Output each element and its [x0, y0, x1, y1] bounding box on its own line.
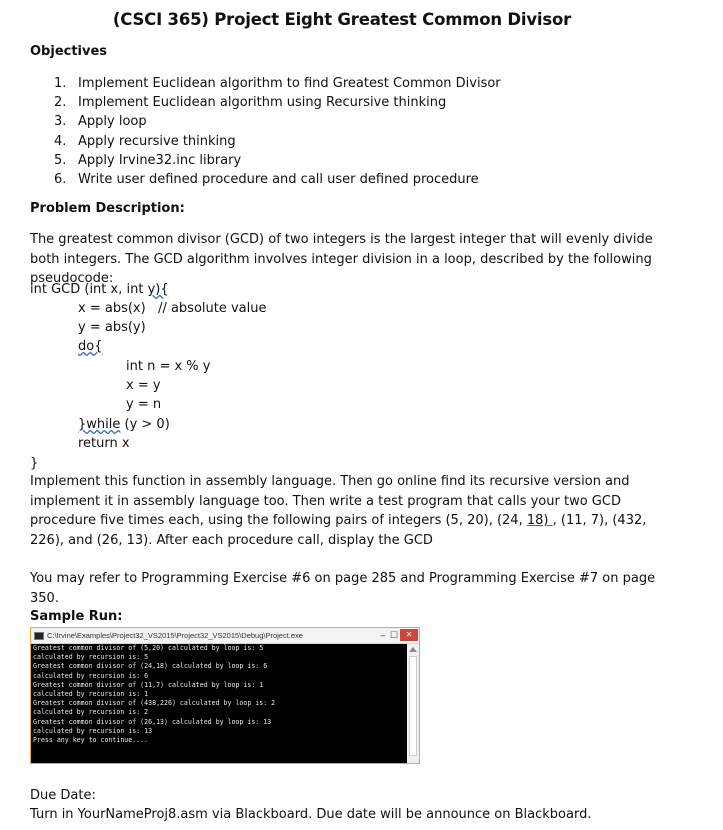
console-scrollbar[interactable]	[407, 644, 419, 763]
console-window	[30, 627, 420, 764]
console-line: Press any key to continue....	[33, 736, 149, 745]
code-line: int n = x % y	[126, 359, 211, 374]
code-line: return x	[78, 436, 130, 451]
problem-heading: Problem Description:	[30, 201, 185, 216]
turn-in-text: Turn in YourNameProj8.asm via Blackboard. Due date will be announce on Blackboard.	[30, 807, 592, 822]
console-app-icon	[34, 632, 44, 640]
implement-paragraph: Implement this function in assembly language. Then go online find its recursive version and implement it in assembly language too. Then write a test program that calls your two GCD procedure five times each, using the following pairs of integers (5, 20), (24, 18) , (11, 7), (432, 226), and (26, 13). After each procedure call, display the GCD	[30, 474, 647, 548]
console-title-text: C:\Irvine\Examples\Project32_VS2015\Project32_VS2015\Debug\Project.exe	[47, 631, 303, 640]
code-line: y = n	[126, 397, 162, 412]
maximize-icon[interactable]: ☐	[389, 630, 399, 640]
list-item: 5. Apply Irvine32.inc library	[54, 152, 242, 168]
console-line: calculated by recursion is: 6	[33, 671, 149, 680]
console-line: calculated by recursion is: 2	[33, 708, 149, 717]
code-line: x = y	[126, 378, 161, 393]
list-item: 3. Apply loop	[54, 114, 147, 130]
list-item: 2. Implement Euclidean algorithm using Recursive thinking	[54, 95, 447, 111]
console-output	[31, 644, 407, 763]
close-icon[interactable]: ✕	[400, 629, 418, 641]
console-line: Greatest common divisor of (5,20) calculated by loop is: 5	[33, 644, 264, 652]
console-line: calculated by recursion is: 13	[33, 726, 153, 735]
code-signature: int GCD (int x, int y){	[30, 282, 169, 297]
list-item: 1. Implement Euclidean algorithm to find Greatest Common Divisor	[54, 76, 501, 91]
console-line: calculated by recursion is: 1	[33, 690, 149, 699]
code-line: do{	[78, 339, 103, 354]
sample-run-heading: Sample Run:	[30, 609, 123, 624]
console-line: Greatest common divisor of (26,13) calculated by loop is: 13	[33, 717, 272, 726]
console-line: Greatest common divisor of (438,226) calculated by loop is: 2	[33, 699, 276, 708]
console-line: calculated by recursion is: 5	[33, 653, 149, 662]
minimize-icon[interactable]: –	[380, 630, 386, 640]
list-item: 4. Apply recursive thinking	[54, 133, 236, 149]
code-line: }	[30, 456, 39, 471]
objectives-heading: Objectives	[30, 44, 108, 59]
code-line: y = abs(y)	[78, 320, 146, 335]
console-title-bar	[31, 628, 419, 644]
scrollbar-thumb[interactable]	[409, 656, 417, 756]
list-item: 6. Write user defined procedure and call user defined procedure	[54, 171, 479, 187]
page-title: (CSCI 365) Project Eight Greatest Common Divisor	[112, 10, 572, 29]
console-line: Greatest common divisor of (24,18) calculated by loop is: 6	[33, 662, 268, 671]
code-line: }while (y > 0)	[78, 417, 170, 432]
problem-paragraph: The greatest common divisor (GCD) of two integers is the largest integer that will evenly divide both integers. The GCD algorithm involves integer division in a loop, described by the following pseudocode:	[30, 232, 653, 286]
scroll-up-arrow-icon[interactable]	[409, 647, 417, 652]
console-line: Greatest common divisor of (11,7) calculated by loop is: 1	[33, 680, 264, 689]
code-line: x = abs(x) // absolute value	[78, 301, 267, 316]
objectives-list	[54, 74, 501, 189]
due-date-label: Due Date:	[30, 788, 96, 803]
refer-paragraph: You may refer to Programming Exercise #6 on page 285 and Programming Exercise #7 on page 350.	[30, 571, 656, 606]
